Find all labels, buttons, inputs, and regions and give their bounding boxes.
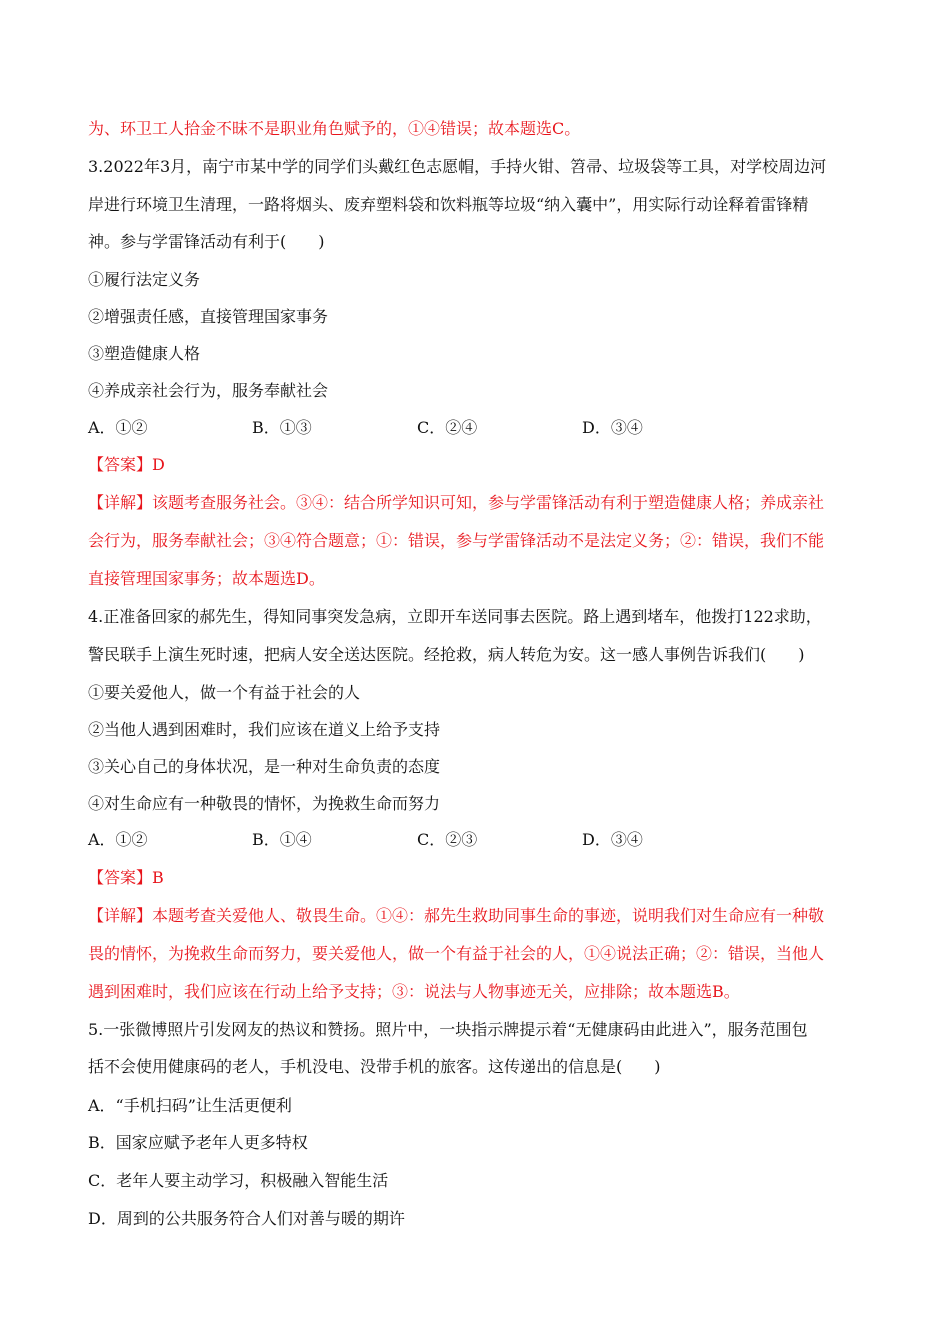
q3-option-c: C．②④ xyxy=(417,418,478,437)
q5-option-a: A．“手机扫码”让生活更便利 xyxy=(88,1096,292,1115)
q4-explanation-line-2: 畏的情怀，为挽救生命而努力，要关爱他人，做一个有益于社会的人，①④说法正确；②：错误，当他人 xyxy=(88,944,825,963)
q5-option-b: B．国家应赋予老年人更多特权 xyxy=(88,1133,308,1152)
q3-stem-line-3: 神。参与学雷锋活动有利于( ) xyxy=(88,232,325,251)
q2-explanation-tail: 为、环卫工人拾金不昧不是职业角色赋予的，①④错误；故本题选C。 xyxy=(88,119,581,138)
q4-option-b: B．①④ xyxy=(252,830,312,849)
q4-explanation-line-1: 【详解】本题考查关爱他人、敬畏生命。①④：郝先生救助同事生命的事迹，说明我们对生命应有一种敬 xyxy=(88,906,825,925)
q4-stem-line-1: 4.正准备回家的郝先生，得知同事突发急病，立即开车送同事去医院。路上遇到堵车，他拨打122求助， xyxy=(88,607,822,626)
q3-option-a: A．①② xyxy=(88,418,148,437)
q3-item-3: ③塑造健康人格 xyxy=(88,344,201,363)
q4-option-c: C．②③ xyxy=(417,830,478,849)
q3-answer: 【答案】D xyxy=(88,455,165,474)
q5-option-c: C．老年人要主动学习，积极融入智能生活 xyxy=(88,1171,389,1190)
q5-stem-line-2: 括不会使用健康码的老人，手机没电、没带手机的旅客。这传递出的信息是( ) xyxy=(88,1057,661,1076)
q4-answer: 【答案】B xyxy=(88,868,164,887)
q4-option-a: A．①② xyxy=(88,830,148,849)
q4-item-1: ①要关爱他人，做一个有益于社会的人 xyxy=(88,683,361,702)
q4-item-3: ③关心自己的身体状况，是一种对生命负责的态度 xyxy=(88,757,441,776)
q4-item-4: ④对生命应有一种敬畏的情怀，为挽救生命而努力 xyxy=(88,794,441,813)
q5-option-d: D．周到的公共服务符合人们对善与暖的期许 xyxy=(88,1209,405,1228)
q3-item-1: ①履行法定义务 xyxy=(88,270,201,289)
q4-item-2: ②当他人遇到困难时，我们应该在道义上给予支持 xyxy=(88,720,441,739)
q3-explanation-line-2: 会行为，服务奉献社会；③④符合题意；①：错误，参与学雷锋活动不是法定义务；②：错误，我们不能 xyxy=(88,531,825,550)
q3-stem-line-2: 岸进行环境卫生清理，一路将烟头、废弃塑料袋和饮料瓶等垃圾“纳入囊中”，用实际行动诠释着雷锋精 xyxy=(88,195,809,214)
q3-explanation-line-3: 直接管理国家事务；故本题选D。 xyxy=(88,569,325,588)
q3-item-2: ②增强责任感，直接管理国家事务 xyxy=(88,307,329,326)
q3-item-4: ④养成亲社会行为，服务奉献社会 xyxy=(88,381,329,400)
q3-option-b: B．①③ xyxy=(252,418,312,437)
q5-stem-line-1: 5.一张微博照片引发网友的热议和赞扬。照片中，一块指示牌提示着“无健康码由此进入”，服务范围包 xyxy=(88,1020,808,1039)
q4-explanation-line-3: 遇到困难时，我们应该在行动上给予支持；③：说法与人物事迹无关，应排除；故本题选B。 xyxy=(88,982,740,1001)
q4-stem-line-2: 警民联手上演生死时速，把病人安全送达医院。经抢救，病人转危为安。这一感人事例告诉我们( ) xyxy=(88,645,805,664)
q3-stem-line-1: 3.2022年3月，南宁市某中学的同学们头戴红色志愿帽，手持火钳、笤帚、垃圾袋等工具，对学校周边河 xyxy=(88,157,827,176)
q3-option-d: D．③④ xyxy=(582,418,643,437)
q3-explanation-line-1: 【详解】该题考查服务社会。③④：结合所学知识可知，参与学雷锋活动有利于塑造健康人格；养成亲社 xyxy=(88,493,825,512)
q4-option-d: D．③④ xyxy=(582,830,643,849)
